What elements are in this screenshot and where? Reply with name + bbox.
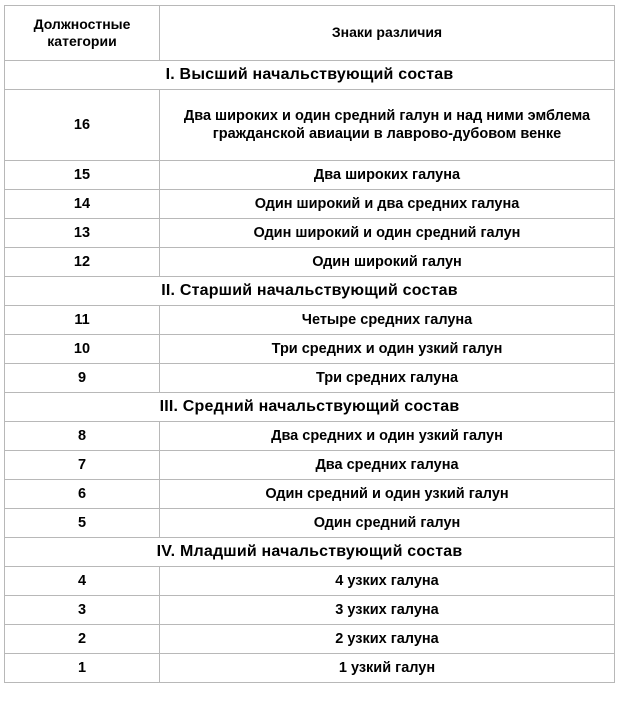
insignia-cell: Один широкий галун <box>160 248 615 277</box>
section-title: III. Средний начальствующий состав <box>5 393 615 422</box>
insignia-table <box>4 5 615 683</box>
category-cell: 12 <box>5 248 160 277</box>
category-cell: 5 <box>5 509 160 538</box>
insignia-cell: Три средних галуна <box>160 364 615 393</box>
section-title: IV. Младший начальствующий состав <box>5 538 615 567</box>
insignia-cell: Два средних и один узкий галун <box>160 422 615 451</box>
category-cell: 2 <box>5 625 160 654</box>
table-row <box>5 422 615 451</box>
category-cell: 16 <box>5 90 160 161</box>
category-cell: 3 <box>5 596 160 625</box>
header-category-line1: Должностные <box>33 15 131 32</box>
header-category-cell <box>5 6 160 61</box>
section-title: I. Высший начальствующий состав <box>5 61 615 90</box>
insignia-cell: 2 узких галуна <box>160 625 615 654</box>
insignia-cell: Один широкий и два средних галуна <box>160 190 615 219</box>
table-row <box>5 219 615 248</box>
category-cell: 7 <box>5 451 160 480</box>
table-row <box>5 625 615 654</box>
section-row <box>5 538 615 567</box>
insignia-cell: Один средний галун <box>160 509 615 538</box>
insignia-cell: 1 узкий галун <box>160 654 615 683</box>
insignia-cell: Два средних галуна <box>160 451 615 480</box>
table-header-row <box>5 6 615 61</box>
category-cell: 4 <box>5 567 160 596</box>
category-cell: 10 <box>5 335 160 364</box>
table-row <box>5 480 615 509</box>
category-cell: 8 <box>5 422 160 451</box>
insignia-cell: Один широкий и один средний галун <box>160 219 615 248</box>
header-category-line2: категории <box>47 33 117 49</box>
category-cell: 6 <box>5 480 160 509</box>
table-row <box>5 596 615 625</box>
table-row <box>5 364 615 393</box>
insignia-table-body <box>5 6 615 683</box>
section-row <box>5 61 615 90</box>
category-cell: 13 <box>5 219 160 248</box>
table-row <box>5 335 615 364</box>
section-row <box>5 393 615 422</box>
table-row <box>5 306 615 335</box>
table-row <box>5 654 615 683</box>
insignia-table-container <box>4 5 615 683</box>
table-row <box>5 248 615 277</box>
category-cell: 9 <box>5 364 160 393</box>
header-insignia-cell: Знаки различия <box>160 6 615 61</box>
table-row <box>5 190 615 219</box>
section-row <box>5 277 615 306</box>
category-cell: 11 <box>5 306 160 335</box>
insignia-cell: Четыре средних галуна <box>160 306 615 335</box>
insignia-cell: 3 узких галуна <box>160 596 615 625</box>
category-cell: 15 <box>5 161 160 190</box>
insignia-cell: Два широких галуна <box>160 161 615 190</box>
insignia-cell: Один средний и один узкий галун <box>160 480 615 509</box>
category-cell: 1 <box>5 654 160 683</box>
table-row <box>5 509 615 538</box>
insignia-cell: Два широких и один средний галун и над ними эмблема гражданской авиации в лаврово-дубовом венке <box>160 90 615 161</box>
table-row <box>5 567 615 596</box>
table-row <box>5 451 615 480</box>
section-title: II. Старший начальствующий состав <box>5 277 615 306</box>
table-row <box>5 161 615 190</box>
category-cell: 14 <box>5 190 160 219</box>
table-row <box>5 90 615 161</box>
insignia-cell: 4 узких галуна <box>160 567 615 596</box>
insignia-cell: Три средних и один узкий галун <box>160 335 615 364</box>
